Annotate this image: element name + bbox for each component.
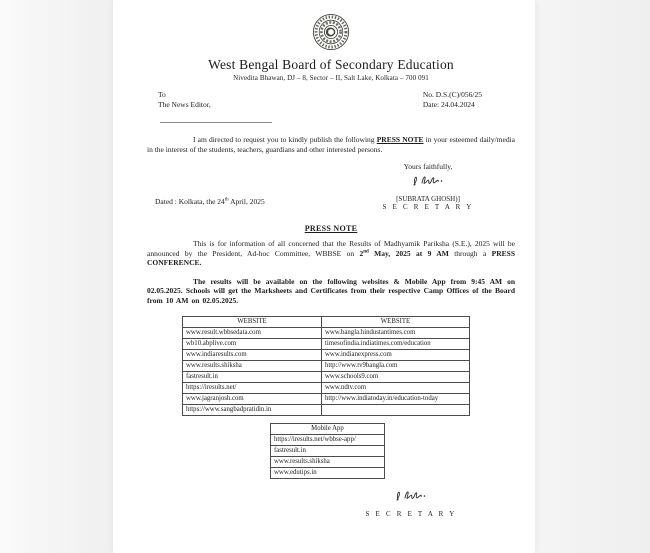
addressee-block	[158, 90, 211, 110]
mobile-app-cell: www.edutips.in	[271, 467, 385, 478]
website-cell: fastresult.in	[183, 371, 322, 382]
wbbse-seal-icon	[312, 13, 350, 56]
mobile-app-cell: https://iresults.net/wbbse-app/	[271, 434, 385, 445]
mobile-app-header: Mobile App	[271, 423, 385, 434]
table-row	[271, 456, 385, 467]
signoff-block	[363, 162, 493, 212]
footer-signature-block	[365, 487, 457, 518]
table-row	[183, 327, 470, 338]
results-paragraph: The results will be available on the following websites & Mobile App from 9:45 AM on 02.05.2025. Schools will get the Marksheets and Certificates from their respective Camp Offices of the Board from 10 AM on 02.05.2025.	[147, 276, 515, 305]
ref-block	[423, 90, 482, 110]
signatory-title: S E C R E T A R Y	[382, 203, 474, 212]
website-col-header: WEBSITE	[322, 316, 470, 327]
table-row	[271, 434, 385, 445]
table-row	[183, 371, 470, 382]
table-row	[271, 445, 385, 456]
signature-icon	[363, 172, 493, 195]
websites-table	[182, 316, 470, 416]
website-cell: https://www.sangbadpratidin.in	[183, 404, 322, 415]
website-cell: www.bangla.hindustantimes.com	[322, 327, 470, 338]
website-cell: http://www.tv9bangla.com	[322, 360, 470, 371]
press-note-heading: PRESS NOTE	[304, 224, 358, 234]
website-cell: www.schools9.com	[322, 371, 470, 382]
dated-line: Dated : Kolkata, the 24th April, 2025	[155, 197, 265, 207]
org-title: West Bengal Board of Secondary Education	[208, 57, 454, 72]
table-row	[183, 360, 470, 371]
mobile-app-cell: fastresult.in	[271, 445, 385, 456]
table-row	[183, 393, 470, 404]
intro-text-cont: in your esteemed daily/media in the interest of the students, teachers, guardians and other interested persons.	[147, 135, 516, 154]
table-row	[183, 404, 470, 415]
letterhead	[147, 13, 515, 82]
org-address: Nivedita Bhawan, DJ – 8, Sector – II, Salt Lake, Kolkata – 700 091	[233, 73, 429, 82]
valediction: Yours faithfully,	[403, 162, 453, 172]
website-cell: www.jagranjosh.com	[183, 393, 322, 404]
website-cell: http://www.indiatoday.in/education-today	[322, 393, 470, 404]
website-cell: www.result.wbbsedata.com	[183, 327, 322, 338]
website-cell: www.indianexpress.com	[322, 349, 470, 360]
website-cell	[322, 404, 470, 415]
addressee-blank-line	[160, 121, 272, 123]
letter-date: Date: 24.04.2024	[422, 99, 475, 109]
table-row	[271, 467, 385, 478]
website-cell: timesofindia.indiatimes.com/education	[322, 338, 470, 349]
website-col-header: WEBSITE	[183, 316, 322, 327]
signature-icon	[365, 487, 457, 510]
intro-paragraph	[147, 135, 515, 154]
website-cell: https://iresults.net/	[183, 382, 322, 393]
ref-number: No. D.S.(C)/056/25	[422, 89, 482, 99]
announcement-paragraph: This is for information of all concerned that the Results of Madhyamik Pariksha (S.E.), 2025 will be announced by the President, Ad-hoc Committee, WBBSE on 2nd May, 2025 at 9 AM through a PRESS CONFERENCE.	[147, 239, 515, 268]
table-row	[183, 338, 470, 349]
intro-text: I am directed to request you to kindly publish the following	[193, 135, 377, 145]
website-cell: www.indiaresults.com	[183, 349, 322, 360]
website-cell: wb10.abplive.com	[183, 338, 322, 349]
table-row	[183, 382, 470, 393]
to-label: To	[158, 89, 166, 99]
mobile-app-table	[270, 423, 385, 479]
addressee: The News Editor,	[158, 99, 211, 109]
press-note-document	[113, 0, 535, 553]
mobile-app-cell: www.results.shiksha	[271, 456, 385, 467]
signatory-name: [SUBRATA GHOSH)]	[396, 195, 460, 204]
footer-secretary-title: S E C R E T A R Y	[365, 509, 457, 518]
press-note-emphasis: PRESS NOTE	[376, 135, 424, 145]
website-cell: www.results.shiksha	[183, 360, 322, 371]
website-cell: www.ndtv.com	[322, 382, 470, 393]
table-row	[183, 349, 470, 360]
